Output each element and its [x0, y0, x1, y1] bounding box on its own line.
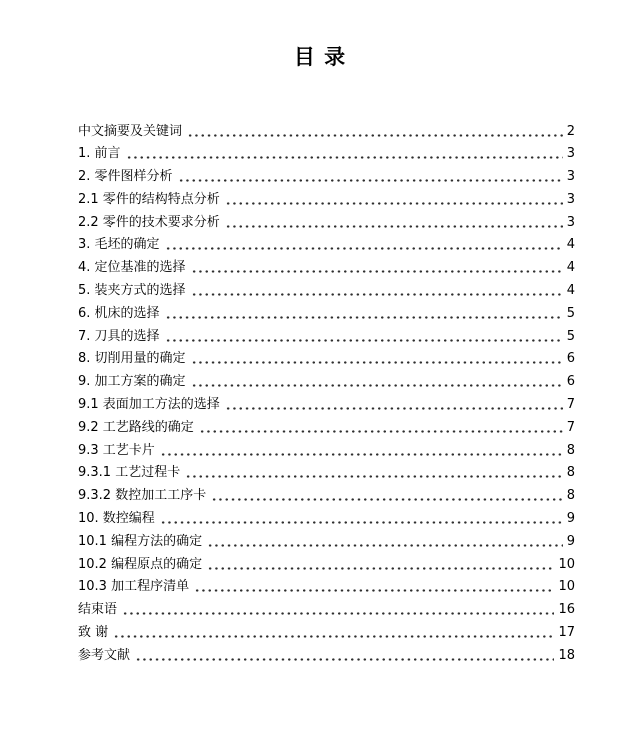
toc-entry-label: 9.3.1 工艺过程卡	[78, 465, 181, 481]
toc-entry-page-number: 16	[558, 602, 575, 618]
toc-entry-page-number: 9	[566, 511, 575, 527]
dot-leader	[191, 348, 563, 371]
toc-entry-label: 9.3.2 数控加工工序卡	[78, 488, 207, 504]
toc-entry-label: 中文摘要及关键词	[78, 123, 183, 139]
toc-entry[interactable]	[78, 189, 575, 212]
toc-entry[interactable]	[78, 234, 575, 257]
toc-entry-page-number: 10	[558, 579, 575, 595]
toc-entry-page-number: 10	[558, 556, 575, 572]
toc-entry-page-number: 6	[566, 351, 575, 367]
toc-entry[interactable]	[78, 508, 575, 531]
dot-leader	[187, 121, 563, 144]
toc-entry-label: 9. 加工方案的确定	[78, 374, 186, 390]
toc-entry-label: 参考文献	[78, 647, 131, 663]
dot-leader	[207, 531, 563, 554]
toc-entry[interactable]	[78, 485, 575, 508]
dot-leader	[199, 417, 563, 440]
toc-entry[interactable]	[78, 440, 575, 463]
toc-entry-page-number: 17	[558, 625, 575, 641]
toc-list	[78, 121, 575, 668]
toc-entry-label: 1. 前言	[78, 146, 121, 162]
dot-leader	[225, 394, 563, 417]
toc-entry-page-number: 9	[566, 533, 575, 549]
dot-leader	[165, 303, 563, 326]
dot-leader	[191, 371, 563, 394]
dot-leader	[122, 599, 554, 622]
dot-leader	[191, 257, 563, 280]
dot-leader	[113, 622, 554, 645]
toc-entry-page-number: 4	[566, 260, 575, 276]
dot-leader	[225, 212, 563, 235]
dot-leader	[207, 554, 554, 577]
toc-entry-label: 2. 零件图样分析	[78, 169, 173, 185]
toc-entry-page-number: 7	[566, 397, 575, 413]
toc-title: 目 录	[293, 45, 347, 69]
toc-entry[interactable]	[78, 417, 575, 440]
dot-leader	[185, 462, 563, 485]
toc-entry[interactable]	[78, 326, 575, 349]
toc-entry[interactable]	[78, 576, 575, 599]
toc-entry-page-number: 3	[566, 214, 575, 230]
toc-entry[interactable]	[78, 531, 575, 554]
toc-entry-label: 9.3 工艺卡片	[78, 442, 155, 458]
toc-entry-label: 3. 毛坯的确定	[78, 237, 160, 253]
toc-entry[interactable]	[78, 645, 575, 668]
toc-entry-page-number: 7	[566, 419, 575, 435]
toc-entry[interactable]	[78, 166, 575, 189]
toc-entry-page-number: 3	[566, 146, 575, 162]
toc-entry-page-number: 5	[566, 328, 575, 344]
toc-entry-label: 8. 切削用量的确定	[78, 351, 186, 367]
toc-entry-page-number: 3	[566, 169, 575, 185]
toc-entry[interactable]	[78, 143, 575, 166]
toc-entry-page-number: 8	[566, 465, 575, 481]
dot-leader	[225, 189, 563, 212]
dot-leader	[194, 576, 554, 599]
toc-entry[interactable]	[78, 303, 575, 326]
toc-entry-label: 4. 定位基准的选择	[78, 260, 186, 276]
toc-entry[interactable]	[78, 554, 575, 577]
toc-entry-label: 10.2 编程原点的确定	[78, 556, 203, 572]
toc-entry-label: 9.2 工艺路线的确定	[78, 419, 194, 435]
dot-leader	[191, 280, 563, 303]
toc-entry[interactable]	[78, 462, 575, 485]
toc-entry-page-number: 8	[566, 442, 575, 458]
toc-entry-label: 6. 机床的选择	[78, 305, 160, 321]
toc-entry-page-number: 4	[566, 237, 575, 253]
toc-entry[interactable]	[78, 394, 575, 417]
toc-entry-label: 10.1 编程方法的确定	[78, 533, 203, 549]
toc-entry-label: 2.1 零件的结构特点分析	[78, 191, 220, 207]
toc-entry-label: 10. 数控编程	[78, 511, 155, 527]
dot-leader	[178, 166, 563, 189]
dot-leader	[126, 143, 563, 166]
toc-entry[interactable]	[78, 280, 575, 303]
toc-entry-label: 7. 刀具的选择	[78, 328, 160, 344]
dot-leader	[165, 326, 563, 349]
toc-entry[interactable]	[78, 257, 575, 280]
toc-entry-page-number: 3	[566, 191, 575, 207]
dot-leader	[135, 645, 554, 668]
toc-entry-label: 9.1 表面加工方法的选择	[78, 397, 220, 413]
dot-leader	[160, 440, 563, 463]
toc-entry-label: 5. 装夹方式的选择	[78, 283, 186, 299]
toc-entry-page-number: 4	[566, 283, 575, 299]
toc-entry-label: 10.3 加工程序清单	[78, 579, 190, 595]
toc-entry[interactable]	[78, 121, 575, 144]
toc-entry[interactable]	[78, 599, 575, 622]
toc-entry-page-number: 18	[558, 647, 575, 663]
toc-entry-page-number: 2	[566, 123, 575, 139]
toc-entry-label: 致 谢	[78, 625, 109, 641]
dot-leader	[160, 508, 563, 531]
toc-entry-page-number: 6	[566, 374, 575, 390]
toc-entry[interactable]	[78, 622, 575, 645]
toc-entry[interactable]	[78, 348, 575, 371]
dot-leader	[211, 485, 563, 508]
toc-entry-label: 2.2 零件的技术要求分析	[78, 214, 220, 230]
toc-entry-page-number: 5	[566, 305, 575, 321]
toc-entry[interactable]	[78, 371, 575, 394]
toc-entry-page-number: 8	[566, 488, 575, 504]
dot-leader	[165, 234, 563, 257]
toc-entry-label: 结束语	[78, 602, 118, 618]
toc-entry[interactable]	[78, 212, 575, 235]
